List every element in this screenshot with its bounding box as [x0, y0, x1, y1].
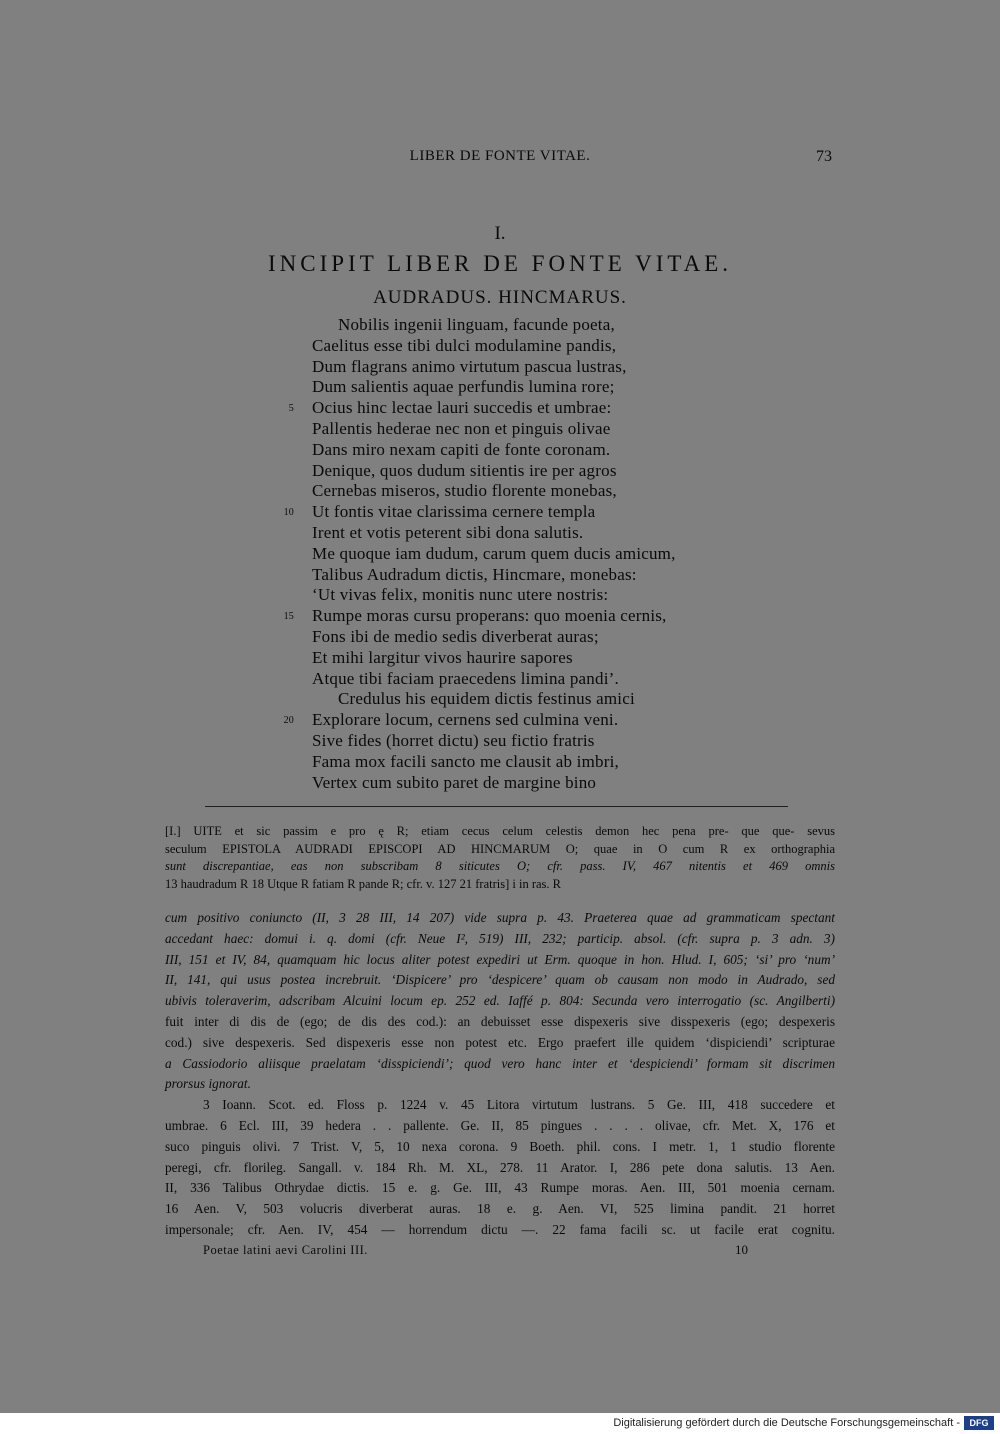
dialogue-persons: AUDRADUS. HINCMARUS.: [373, 287, 627, 308]
verse-line: [312, 689, 772, 710]
note-line: a Cassiodorio aliisque praelatam ‘disspiciendi’; quod vero hanc inter et ‘despiciendi’ formam sit discrimen: [165, 1055, 835, 1071]
note-line: III, 151 et IV, 84, quamquam hic locus aliter potest expediri ut Erm. quoque in hon. Hlud. I, 605; ‘si’ pro ‘num’: [165, 951, 835, 967]
verse-line: [312, 669, 772, 690]
verse-text: Dum flagrans animo virtutum pascua lustras,: [312, 356, 627, 376]
verse-text: Et mihi largitur vivos haurire sapores: [312, 647, 573, 667]
running-title: LIBER DE FONTE VITAE.: [409, 148, 591, 164]
line-number: 10: [283, 507, 294, 519]
note-line: ubivis toleraverim, adscribam Alcuini locum ep. 252 ed. Iaffé p. 804: Secunda vero interrogatio (sc. Angilberti): [165, 993, 835, 1009]
verse-text: Dum salientis aquae perfundis lumina rore;: [312, 377, 615, 397]
verse-text: Ocius hinc lectae lauri succedis et umbrae:: [312, 398, 612, 418]
verse-line: [288, 398, 772, 419]
note-line: cod.) sive despexeris. Sed dispexeris esse non potest etc. Ergo praefert ille quidem ‘dispiciendi’ scripturae: [165, 1034, 835, 1050]
verse-line: [312, 773, 772, 794]
verse-line: [312, 419, 772, 440]
verse-line: [312, 544, 772, 565]
note-line: cum positivo coniuncto (II, 3 28 III, 14 207) vide supra p. 43. Praeterea quae ad grammaticam spectant: [165, 910, 835, 925]
commentary-notes: [165, 908, 835, 1241]
line-number: 15: [283, 611, 294, 623]
funding-credit: Digitalisierung gefördert durch die Deutsche Forschungsgemeinschaft -: [613, 1417, 960, 1429]
verse-text: Fama mox facili sancto me clausit ab imbri,: [312, 751, 619, 771]
verse-text: Talibus Audradum dictis, Hincmare, monebas:: [312, 564, 637, 584]
verse-text: Explorare locum, cernens sed culmina veni.: [312, 710, 619, 730]
verse-line: [312, 336, 772, 357]
verse-text: Ut fontis vitae clarissima cernere templa: [312, 502, 596, 522]
note-line: 3 Ioann. Scot. ed. Floss p. 1224 v. 45 Litora virtutum lustrans. 5 Ge. III, 418 succedere et: [203, 1097, 835, 1113]
note-line: fuit inter di dis de (ego; de dis des cod.): an debuisset esse dispexeris sive disspexeris (ego; despexeris: [165, 1013, 835, 1029]
critical-apparatus: [165, 823, 835, 893]
verse-line: [312, 752, 772, 773]
verse-text: Pallentis hederae nec non et pinguis olivae: [312, 418, 611, 438]
verse-text: Me quoque iam dudum, carum quem ducis amicum,: [312, 543, 676, 563]
line-number: 20: [283, 715, 294, 727]
verse-line: [312, 523, 772, 544]
note-line: peregi, cfr. florileg. Sangall. v. 184 Rh. M. XL, 278. 11 Arator. I, 286 pete dona salutis. 13 Aen.: [165, 1159, 835, 1175]
verse-line: [283, 710, 772, 731]
verse-text: ‘Ut vivas felix, monitis nunc utere nostris:: [312, 585, 609, 605]
verse-text: Vertex cum subito paret de margine bino: [312, 772, 597, 792]
series-footer: Poetae latini aevi Carolini III.: [203, 1243, 368, 1257]
verse-text: Irent et votis peterent sibi dona salutis.: [312, 522, 584, 542]
apparatus-line: seculum EPISTOLA AUDRADI EPISCOPI AD HINCMARUM O; quae in O cum R ex orthographia: [165, 841, 835, 856]
verse-text: Nobilis ingenii linguam, facunde poeta,: [338, 315, 615, 334]
verse-line: [312, 377, 772, 398]
verse-line: [312, 315, 772, 336]
note-line: 16 Aen. V, 503 volucris diverberat auras. 18 e. g. Aen. VI, 525 limina pandit. 21 horret: [165, 1201, 835, 1217]
verse-text: Rumpe moras cursu properans: quo moenia cernis,: [312, 606, 667, 626]
verse-line: [283, 606, 772, 627]
note-line: suco pinguis olivi. 7 Trist. V, 5, 10 nexa corona. 9 Boeth. phil. cons. I metr. 1, 1 studio florente: [165, 1138, 835, 1154]
footnote-divider: [205, 806, 788, 807]
line-number: 5: [288, 403, 294, 415]
page-number: 73: [816, 148, 832, 165]
verse-line: [312, 440, 772, 461]
poem-text: [283, 315, 772, 793]
note-line: II, 141, qui usus postea increbruit. ‘Dispicere’ pro ‘despicere’ quam ob causam non modo in Audrado, sed: [165, 972, 835, 988]
dfg-logo-icon: DFG: [964, 1416, 994, 1430]
verse-line: [312, 481, 772, 502]
verse-line: [312, 648, 772, 669]
section-number: I.: [494, 223, 506, 244]
signature-mark: 10: [735, 1242, 748, 1257]
verse-text: Sive fides (horret dictu) seu fictio fratris: [312, 730, 595, 750]
verse-line: [312, 731, 772, 752]
verse-text: Cernebas miseros, studio florente monebas,: [312, 481, 617, 501]
verse-line: [312, 461, 772, 482]
note-line: accedant haec: domui i. q. domi (cfr. Neue I², 519) III, 232; particip. absol. (cfr. supra p. 3 adn. 3): [165, 930, 835, 946]
apparatus-line: 13 haudradum R 18 Utque R fatiam R pande R; cfr. v. 127 21 fratris] i in ras. R: [165, 876, 561, 891]
verse-line: [312, 627, 772, 648]
verse-text: Denique, quos dudum sitientis ire per agros: [312, 460, 617, 480]
verse-line: [312, 565, 772, 586]
note-line: II, 336 Talibus Othrydae dictis. 15 e. g. Ge. III, 43 Rumpe moras. Aen. III, 501 moenia cernam.: [165, 1180, 835, 1196]
page-title: INCIPIT LIBER DE FONTE VITAE.: [267, 251, 733, 276]
apparatus-line: sunt discrepantiae, eas non subscribam 8 siticutes O; cfr. pass. IV, 467 nitentis et 469 omnis: [165, 859, 835, 873]
apparatus-line: [I.] UITE et sic passim e pro ę R; etiam cecus celum celestis demon hec pena pre- que que- sevus: [165, 824, 835, 838]
verse-text: Atque tibi faciam praecedens limina pandi’.: [312, 668, 619, 688]
verse-text: Fons ibi de medio sedis diverberat auras;: [312, 626, 599, 646]
verse-text: Caelitus esse tibi dulci modulamine pandis,: [312, 335, 617, 355]
note-line: umbrae. 6 Ecl. III, 39 hedera . . pallente. Ge. II, 85 pingues . . . . olivae, cfr. Met. X, 176 et: [165, 1117, 835, 1133]
note-line: impersonale; cfr. Aen. IV, 454 — horrendum dictu —. 22 fama facili sc. ut facile erat cognitu.: [165, 1221, 835, 1237]
note-line: prorsus ignorat.: [165, 1076, 251, 1092]
verse-text: Dans miro nexam capiti de fonte coronam.: [312, 439, 611, 459]
verse-line: [283, 502, 772, 523]
verse-line: [312, 357, 772, 378]
verse-text: Credulus his equidem dictis festinus amici: [338, 689, 635, 709]
verse-line: [312, 585, 772, 606]
